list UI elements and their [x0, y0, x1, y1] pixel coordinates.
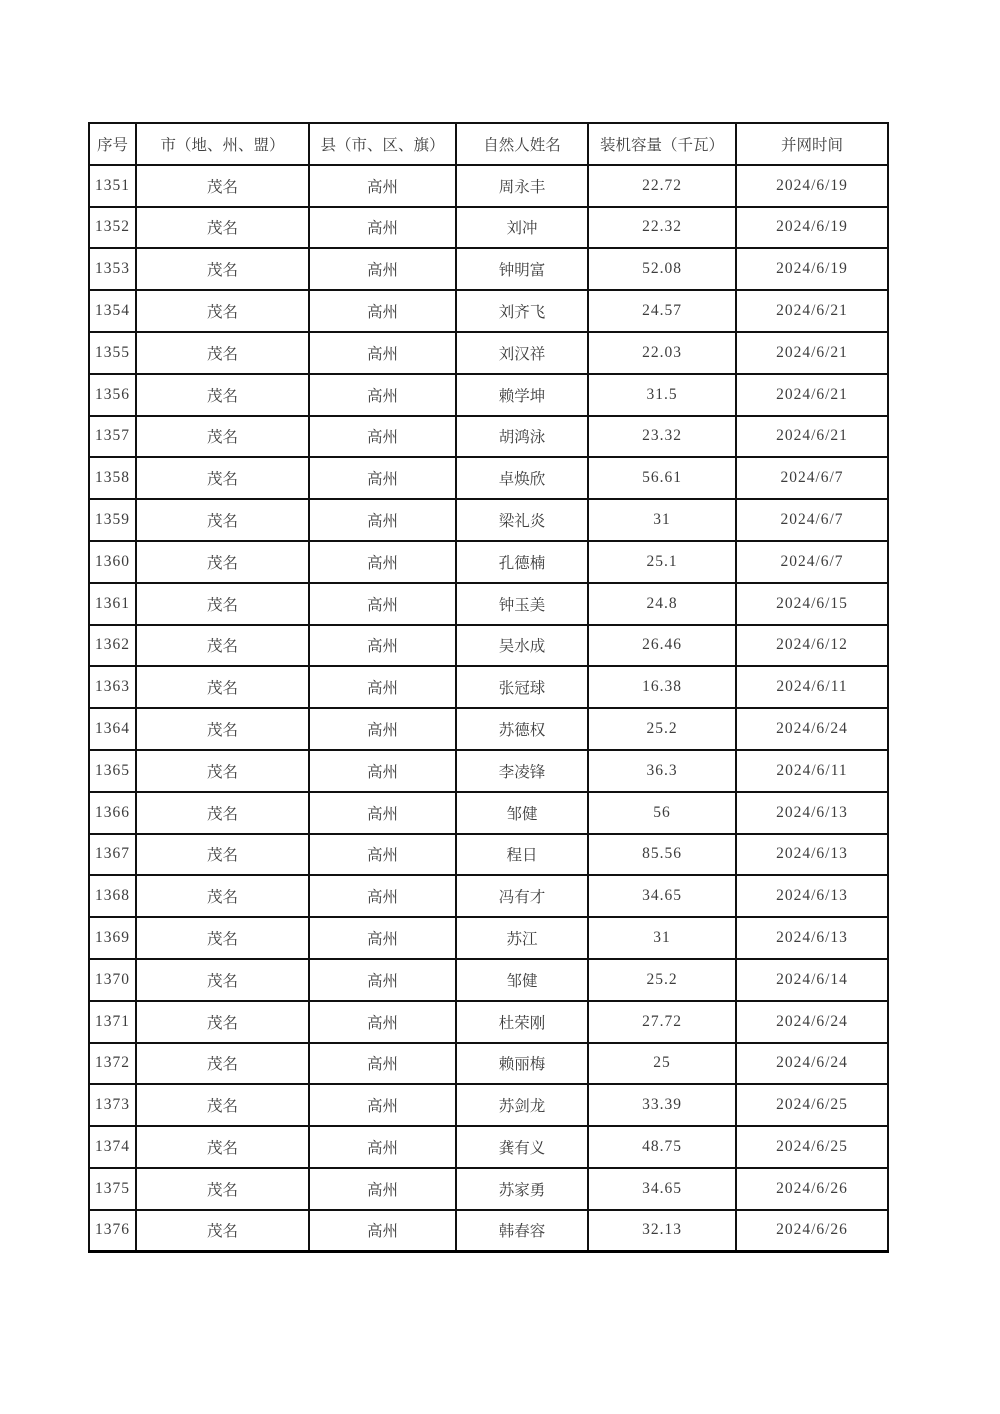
cell-city: 茂名	[136, 834, 309, 876]
cell-city: 茂名	[136, 625, 309, 667]
table-row	[89, 541, 888, 583]
cell-county: 高州	[309, 332, 456, 374]
cell-capacity: 31	[588, 917, 736, 959]
cell-county: 高州	[309, 416, 456, 458]
cell-seq: 1368	[89, 875, 136, 917]
table-row	[89, 290, 888, 332]
cell-date: 2024/6/12	[736, 625, 888, 667]
cell-date: 2024/6/25	[736, 1084, 888, 1126]
cell-city: 茂名	[136, 1001, 309, 1043]
cell-name: 苏剑龙	[456, 1084, 588, 1126]
cell-seq: 1355	[89, 332, 136, 374]
cell-city: 茂名	[136, 248, 309, 290]
table-row	[89, 875, 888, 917]
cell-county: 高州	[309, 792, 456, 834]
cell-seq: 1367	[89, 834, 136, 876]
cell-seq: 1365	[89, 750, 136, 792]
cell-seq: 1373	[89, 1084, 136, 1126]
col-header-county: 县（市、区、旗）	[309, 123, 456, 165]
cell-seq: 1362	[89, 625, 136, 667]
cell-date: 2024/6/13	[736, 875, 888, 917]
col-header-city: 市（地、州、盟）	[136, 123, 309, 165]
cell-seq: 1376	[89, 1210, 136, 1252]
cell-name: 李凌锋	[456, 750, 588, 792]
cell-name: 杜荣刚	[456, 1001, 588, 1043]
cell-date: 2024/6/19	[736, 165, 888, 207]
table-row	[89, 165, 888, 207]
cell-capacity: 34.65	[588, 875, 736, 917]
cell-seq: 1363	[89, 666, 136, 708]
cell-name: 周永丰	[456, 165, 588, 207]
cell-county: 高州	[309, 457, 456, 499]
cell-capacity: 33.39	[588, 1084, 736, 1126]
cell-date: 2024/6/24	[736, 708, 888, 750]
table-row	[89, 959, 888, 1001]
grid-connection-registration-table	[88, 122, 889, 1253]
cell-capacity: 22.32	[588, 207, 736, 249]
cell-county: 高州	[309, 290, 456, 332]
cell-capacity: 31	[588, 499, 736, 541]
table-row	[89, 750, 888, 792]
cell-name: 邹健	[456, 959, 588, 1001]
cell-seq: 1364	[89, 708, 136, 750]
cell-capacity: 26.46	[588, 625, 736, 667]
cell-seq: 1353	[89, 248, 136, 290]
table-row	[89, 1001, 888, 1043]
table-row	[89, 499, 888, 541]
cell-county: 高州	[309, 1001, 456, 1043]
cell-capacity: 56	[588, 792, 736, 834]
cell-seq: 1352	[89, 207, 136, 249]
table-row	[89, 708, 888, 750]
cell-city: 茂名	[136, 1126, 309, 1168]
cell-seq: 1375	[89, 1168, 136, 1210]
col-header-date: 并网时间	[736, 123, 888, 165]
cell-date: 2024/6/15	[736, 583, 888, 625]
cell-name: 钟明富	[456, 248, 588, 290]
cell-date: 2024/6/11	[736, 666, 888, 708]
table-row	[89, 1210, 888, 1252]
cell-name: 邹健	[456, 792, 588, 834]
cell-date: 2024/6/13	[736, 792, 888, 834]
cell-capacity: 24.8	[588, 583, 736, 625]
cell-date: 2024/6/19	[736, 248, 888, 290]
cell-name: 韩春容	[456, 1210, 588, 1252]
table-row	[89, 666, 888, 708]
cell-city: 茂名	[136, 792, 309, 834]
table-header-row	[89, 123, 888, 165]
cell-date: 2024/6/13	[736, 834, 888, 876]
cell-name: 胡鸿泳	[456, 416, 588, 458]
cell-capacity: 25.2	[588, 959, 736, 1001]
cell-city: 茂名	[136, 1210, 309, 1252]
cell-county: 高州	[309, 541, 456, 583]
cell-capacity: 85.56	[588, 834, 736, 876]
cell-county: 高州	[309, 374, 456, 416]
cell-date: 2024/6/13	[736, 917, 888, 959]
cell-date: 2024/6/7	[736, 457, 888, 499]
col-header-capacity: 装机容量（千瓦）	[588, 123, 736, 165]
cell-county: 高州	[309, 207, 456, 249]
cell-name: 赖丽梅	[456, 1043, 588, 1085]
cell-city: 茂名	[136, 457, 309, 499]
table-row	[89, 792, 888, 834]
table-row	[89, 1168, 888, 1210]
cell-name: 卓焕欣	[456, 457, 588, 499]
cell-date: 2024/6/14	[736, 959, 888, 1001]
cell-seq: 1358	[89, 457, 136, 499]
table-row	[89, 416, 888, 458]
cell-county: 高州	[309, 834, 456, 876]
cell-name: 张冠球	[456, 666, 588, 708]
cell-capacity: 25	[588, 1043, 736, 1085]
cell-capacity: 31.5	[588, 374, 736, 416]
cell-capacity: 56.61	[588, 457, 736, 499]
cell-city: 茂名	[136, 708, 309, 750]
cell-city: 茂名	[136, 1168, 309, 1210]
cell-date: 2024/6/21	[736, 290, 888, 332]
cell-capacity: 48.75	[588, 1126, 736, 1168]
cell-capacity: 34.65	[588, 1168, 736, 1210]
cell-capacity: 16.38	[588, 666, 736, 708]
cell-city: 茂名	[136, 332, 309, 374]
cell-county: 高州	[309, 1043, 456, 1085]
table-row	[89, 1084, 888, 1126]
cell-name: 梁礼炎	[456, 499, 588, 541]
cell-capacity: 24.57	[588, 290, 736, 332]
cell-county: 高州	[309, 625, 456, 667]
cell-capacity: 52.08	[588, 248, 736, 290]
cell-county: 高州	[309, 959, 456, 1001]
cell-city: 茂名	[136, 207, 309, 249]
cell-seq: 1372	[89, 1043, 136, 1085]
cell-name: 孔德楠	[456, 541, 588, 583]
cell-name: 刘冲	[456, 207, 588, 249]
table-row	[89, 248, 888, 290]
cell-date: 2024/6/7	[736, 541, 888, 583]
cell-capacity: 22.03	[588, 332, 736, 374]
cell-date: 2024/6/26	[736, 1168, 888, 1210]
cell-seq: 1351	[89, 165, 136, 207]
cell-seq: 1360	[89, 541, 136, 583]
cell-seq: 1374	[89, 1126, 136, 1168]
cell-date: 2024/6/21	[736, 374, 888, 416]
cell-date: 2024/6/25	[736, 1126, 888, 1168]
cell-county: 高州	[309, 1084, 456, 1126]
cell-name: 刘汉祥	[456, 332, 588, 374]
table-body	[89, 165, 888, 1252]
cell-city: 茂名	[136, 290, 309, 332]
col-header-name: 自然人姓名	[456, 123, 588, 165]
table-row	[89, 1043, 888, 1085]
cell-city: 茂名	[136, 750, 309, 792]
cell-date: 2024/6/24	[736, 1001, 888, 1043]
cell-date: 2024/6/26	[736, 1210, 888, 1252]
cell-county: 高州	[309, 1168, 456, 1210]
cell-county: 高州	[309, 1210, 456, 1252]
cell-capacity: 32.13	[588, 1210, 736, 1252]
cell-county: 高州	[309, 750, 456, 792]
cell-seq: 1366	[89, 792, 136, 834]
col-header-seq: 序号	[89, 123, 136, 165]
cell-city: 茂名	[136, 583, 309, 625]
cell-seq: 1371	[89, 1001, 136, 1043]
cell-seq: 1359	[89, 499, 136, 541]
cell-county: 高州	[309, 583, 456, 625]
cell-name: 苏家勇	[456, 1168, 588, 1210]
cell-name: 苏德权	[456, 708, 588, 750]
cell-city: 茂名	[136, 875, 309, 917]
cell-name: 赖学坤	[456, 374, 588, 416]
cell-capacity: 27.72	[588, 1001, 736, 1043]
cell-county: 高州	[309, 1126, 456, 1168]
cell-city: 茂名	[136, 541, 309, 583]
table-row	[89, 834, 888, 876]
cell-city: 茂名	[136, 1043, 309, 1085]
cell-county: 高州	[309, 917, 456, 959]
table-row	[89, 917, 888, 959]
cell-date: 2024/6/21	[736, 416, 888, 458]
cell-date: 2024/6/24	[736, 1043, 888, 1085]
table-row	[89, 583, 888, 625]
cell-city: 茂名	[136, 416, 309, 458]
cell-city: 茂名	[136, 374, 309, 416]
cell-city: 茂名	[136, 917, 309, 959]
cell-date: 2024/6/11	[736, 750, 888, 792]
cell-city: 茂名	[136, 666, 309, 708]
cell-name: 钟玉美	[456, 583, 588, 625]
cell-capacity: 25.1	[588, 541, 736, 583]
cell-date: 2024/6/21	[736, 332, 888, 374]
cell-capacity: 22.72	[588, 165, 736, 207]
table-row	[89, 207, 888, 249]
table-row	[89, 1126, 888, 1168]
cell-county: 高州	[309, 666, 456, 708]
cell-date: 2024/6/7	[736, 499, 888, 541]
table-row	[89, 374, 888, 416]
cell-capacity: 25.2	[588, 708, 736, 750]
cell-city: 茂名	[136, 959, 309, 1001]
cell-county: 高州	[309, 165, 456, 207]
cell-seq: 1370	[89, 959, 136, 1001]
cell-name: 程日	[456, 834, 588, 876]
cell-capacity: 36.3	[588, 750, 736, 792]
table-row	[89, 332, 888, 374]
table-row	[89, 457, 888, 499]
table-header	[89, 123, 888, 165]
cell-seq: 1357	[89, 416, 136, 458]
cell-county: 高州	[309, 248, 456, 290]
cell-county: 高州	[309, 875, 456, 917]
cell-seq: 1354	[89, 290, 136, 332]
cell-date: 2024/6/19	[736, 207, 888, 249]
cell-name: 冯有才	[456, 875, 588, 917]
cell-capacity: 23.32	[588, 416, 736, 458]
cell-city: 茂名	[136, 1084, 309, 1126]
cell-city: 茂名	[136, 499, 309, 541]
cell-seq: 1369	[89, 917, 136, 959]
cell-name: 吴水成	[456, 625, 588, 667]
cell-seq: 1361	[89, 583, 136, 625]
cell-name: 龚有义	[456, 1126, 588, 1168]
cell-city: 茂名	[136, 165, 309, 207]
cell-name: 刘齐飞	[456, 290, 588, 332]
cell-name: 苏江	[456, 917, 588, 959]
table-row	[89, 625, 888, 667]
cell-seq: 1356	[89, 374, 136, 416]
cell-county: 高州	[309, 708, 456, 750]
cell-county: 高州	[309, 499, 456, 541]
